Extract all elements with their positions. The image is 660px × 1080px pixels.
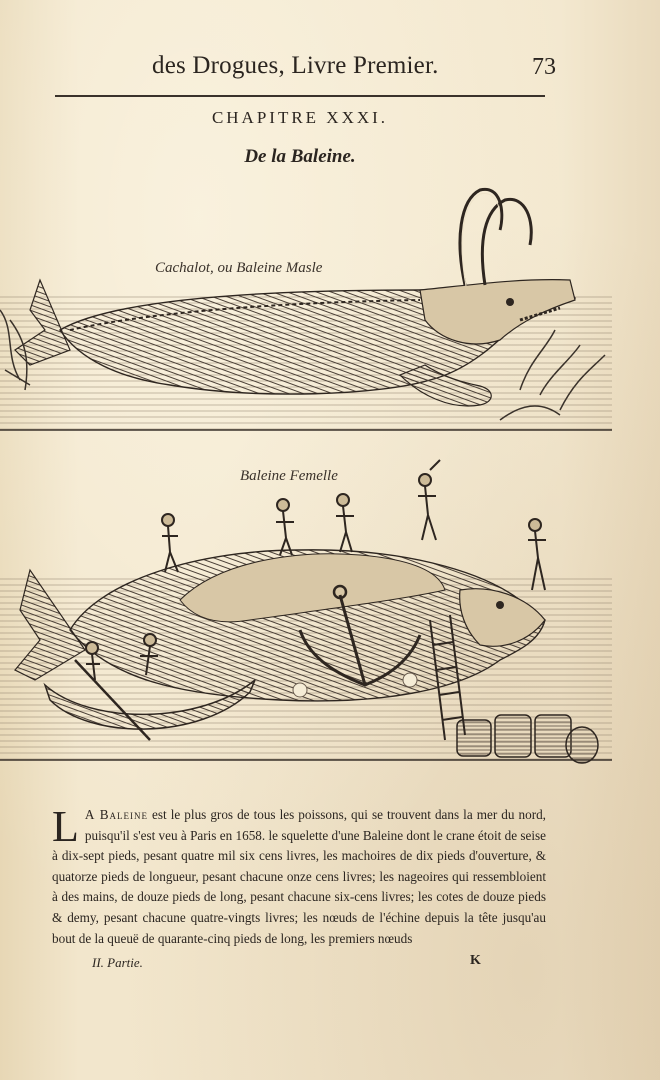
chapter-heading: CHAPITRE XXXI. — [211, 108, 389, 127]
caption-baleine-femelle: Baleine Femelle — [240, 468, 338, 484]
paragraph-text: est le plus gros de tous les poissons, qui se trouvent dans la mer du nord, puisqu'il s'est veu à Paris en 1658. le squelette d'une Baleine dont le crane étoit de seise à dix-sept pieds, pesant quatre mil six cens livres, les machoires de dix pieds d'ouverture, & quatorze pieds de longueur, pesant chacune onze cens livres; les nageoires qui ressembloient à des mains, de douze pieds de long, pesant chacune six-cens livres; les cotes de douze pieds & demy, pesant chacune quatre-vingts livres; les nœuds de l'échine depuis la tête jusqu'au bout de la queuë de quarante-cinq pieds de long, les premiers nœuds — [52, 807, 546, 946]
paragraph-lead: A Baleine — [84, 807, 149, 822]
header-rule — [55, 95, 545, 97]
page-number: 73 — [532, 54, 556, 80]
drop-cap: L — [52, 802, 79, 851]
caption-cachalot: Cachalot, ou Baleine Masle — [155, 260, 323, 276]
signature-letter: K — [470, 953, 481, 968]
page-header — [60, 52, 556, 88]
signature-mark: II. Partie. — [92, 955, 143, 970]
body-paragraph — [52, 802, 546, 949]
engraving-plate — [0, 180, 612, 770]
running-title: des Drogues, Livre Premier. — [152, 52, 439, 79]
chapter-title: De la Baleine. — [244, 146, 356, 167]
whale-engraving — [0, 180, 612, 770]
